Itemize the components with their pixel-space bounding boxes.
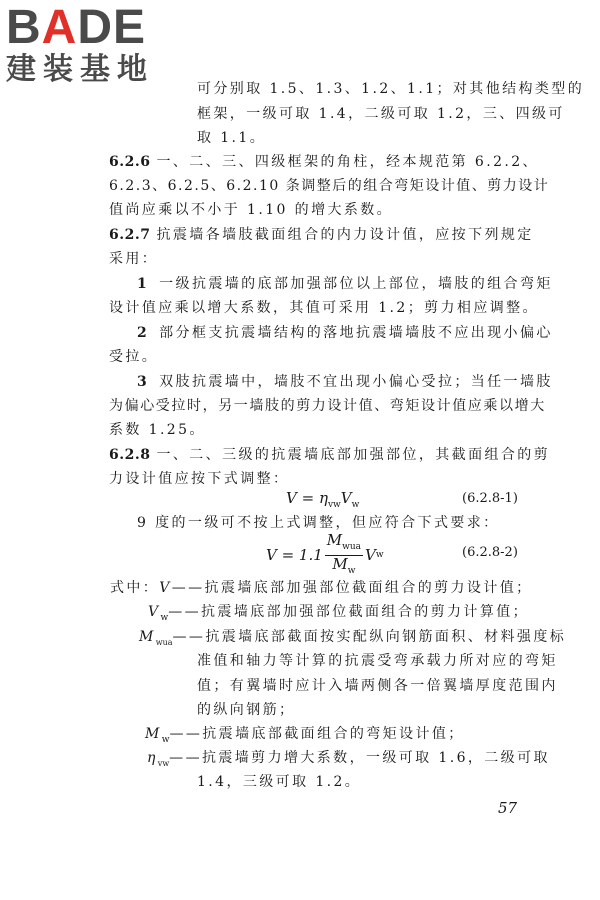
m-subscript: w bbox=[347, 565, 356, 576]
text-line: 可分别取 1.5、1.3、1.2、1.1；对其他结构类型的 bbox=[197, 81, 585, 97]
fraction bbox=[325, 532, 363, 579]
text-line: 框架，一级可取 1.4，二级可取 1.2，三、四级可 bbox=[197, 106, 565, 122]
def-symbol: M bbox=[139, 629, 156, 645]
text-line: 值；有翼墙时应计入墙两侧各一倍翼墙厚度范围内 bbox=[197, 678, 558, 694]
text-line: 1.4，三级可取 1.2。 bbox=[197, 774, 362, 790]
formula-6-2-8-1 bbox=[286, 488, 359, 515]
clause-number: 6.2.6 bbox=[109, 154, 151, 170]
def-symbol: V bbox=[159, 580, 172, 596]
clause-text: 一、二、三、四级框架的角柱，经本规范第 6.2.2、 bbox=[156, 154, 539, 170]
fraction-denominator bbox=[325, 556, 363, 579]
def-symbol: η bbox=[147, 750, 158, 766]
clause-number: 6.2.8 bbox=[109, 447, 151, 463]
clause-6-2-7 bbox=[109, 225, 534, 245]
clause-text: 一、二、三级的抗震墙底部加强部位，其截面组合的剪 bbox=[156, 447, 551, 463]
def-subscript: w bbox=[160, 612, 169, 623]
item-number: 3 bbox=[137, 374, 150, 390]
text-line: 6.2.3、6.2.5、6.2.10 条调整后的组合弯矩设计值、剪力设计 bbox=[109, 178, 550, 194]
logo-wordmark: BADE bbox=[6, 1, 147, 54]
v-subscript: w bbox=[351, 500, 360, 510]
def-text: ——抗震墙底部加强部位截面组合的剪力设计值； bbox=[171, 580, 533, 596]
def-text: ——抗震墙底部加强部位截面组合的剪力计算值； bbox=[168, 604, 530, 620]
clause-number: 6.2.7 bbox=[109, 227, 151, 243]
text-line: 采用： bbox=[109, 251, 159, 267]
clause-6-2-8 bbox=[109, 445, 550, 465]
v-symbol: V bbox=[365, 546, 376, 564]
page-number: 57 bbox=[498, 799, 518, 817]
text-line: 为偏心受拉时，另一墙肢的剪力设计值、弯矩设计值应乘以增大 bbox=[109, 398, 546, 414]
equation-number: (6.2.8-2) bbox=[462, 545, 518, 560]
m-subscript: wua bbox=[342, 541, 362, 552]
eta-subscript: vw bbox=[327, 500, 341, 510]
bade-logo bbox=[6, 2, 154, 88]
formula-lhs: V = bbox=[286, 489, 319, 507]
definition-mw bbox=[145, 724, 465, 750]
def-text: ——抗震墙剪力增大系数，一级可取 1.6，二级可取 bbox=[169, 750, 550, 766]
text-line: 设计值应乘以增大系数，其值可采用 1.2；剪力相应调整。 bbox=[109, 300, 539, 316]
text-line: 值尚应乘以不小于 1.10 的增大系数。 bbox=[109, 202, 394, 218]
list-item-1 bbox=[137, 274, 553, 294]
text-line: 9 度的一级可不按上式调整，但应符合下式要求： bbox=[137, 515, 500, 531]
text-line: 的纵向钢筋； bbox=[197, 702, 296, 718]
def-subscript: w bbox=[161, 734, 170, 745]
text-line: 取 1.1。 bbox=[197, 130, 267, 146]
definition-eta-vw bbox=[147, 748, 550, 774]
text-line: 准值和轴力等计算的抗震受弯承载力所对应的弯矩 bbox=[197, 653, 558, 669]
item-text: 双肢抗震墙中，墙肢不宜出现小偏心受拉；当任一墙肢 bbox=[159, 374, 553, 390]
def-subscript: vw bbox=[157, 758, 170, 768]
text-line: 力设计值应按下式调整： bbox=[109, 471, 290, 487]
def-symbol: M bbox=[145, 726, 162, 742]
def-subscript: wua bbox=[155, 637, 173, 647]
m-symbol: M bbox=[332, 554, 348, 573]
item-text: 部分框支抗震墙结构的落地抗震墙墙肢不应出现小偏心 bbox=[159, 325, 553, 341]
formula-6-2-8-2 bbox=[266, 530, 384, 576]
fraction-numerator bbox=[325, 532, 363, 556]
def-symbol: V bbox=[148, 604, 161, 620]
list-item-2 bbox=[137, 323, 553, 343]
definition-mwua bbox=[139, 627, 566, 653]
item-number: 2 bbox=[137, 325, 150, 341]
definition-vw bbox=[148, 602, 529, 628]
text-line: 系数 1.25。 bbox=[109, 422, 206, 438]
v-symbol: V bbox=[340, 489, 352, 507]
def-text: ——抗震墙底部截面按实配纵向钢筋面积、材料强度标 bbox=[172, 629, 567, 645]
logo-subtitle: 建装基地 bbox=[6, 52, 154, 87]
formula-lhs: V = 1.1 bbox=[266, 546, 323, 564]
list-item-3 bbox=[137, 372, 553, 392]
clause-text: 抗震墙各墙肢截面组合的内力设计值，应按下列规定 bbox=[156, 227, 534, 243]
v-subscript: w bbox=[375, 550, 384, 560]
def-text: ——抗震墙底部截面组合的弯矩设计值； bbox=[169, 726, 465, 742]
clause-6-2-6 bbox=[109, 152, 539, 172]
defs-prefix: 式中： bbox=[110, 580, 160, 596]
item-number: 1 bbox=[137, 276, 150, 292]
m-symbol: M bbox=[326, 530, 343, 549]
eta-symbol: η bbox=[318, 489, 328, 507]
equation-number: (6.2.8-1) bbox=[462, 491, 518, 506]
item-text: 一级抗震墙的底部加强部位以上部位，墙肢的组合弯矩 bbox=[159, 276, 553, 292]
text-line: 受拉。 bbox=[109, 349, 159, 365]
definition-v bbox=[110, 578, 533, 598]
